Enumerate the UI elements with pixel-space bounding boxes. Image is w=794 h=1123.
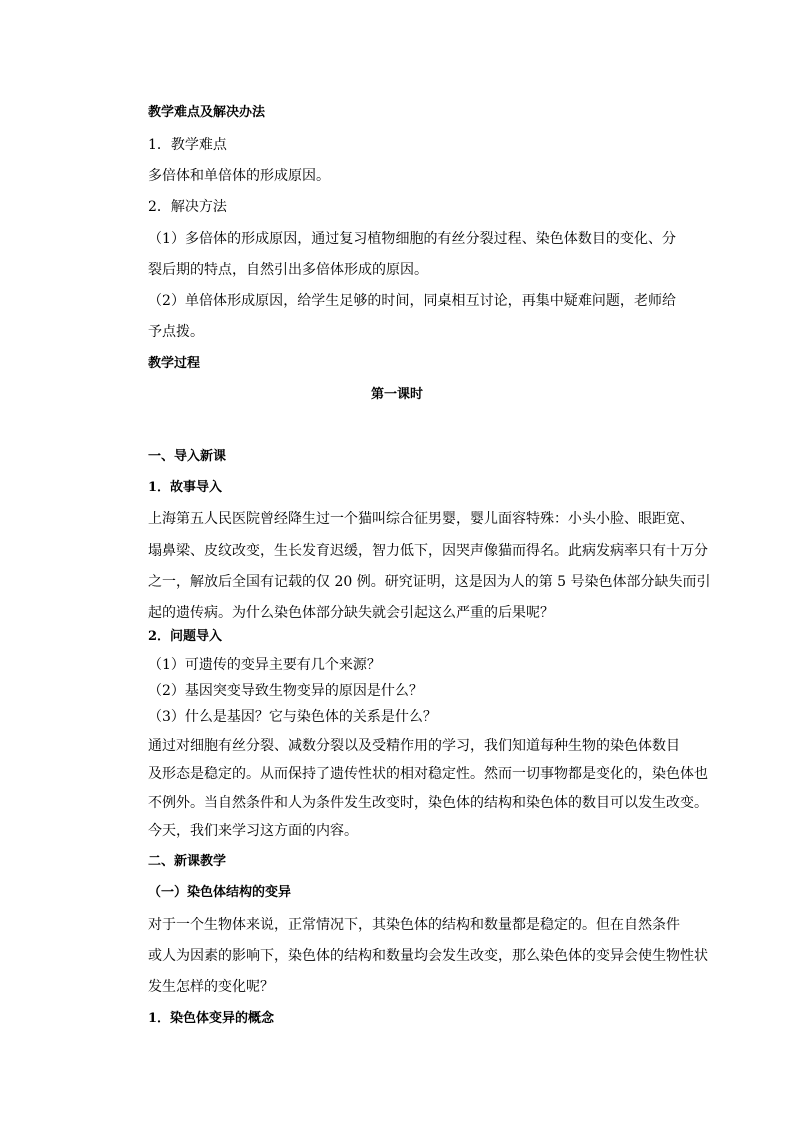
paragraph-text: 上海第五人民医院曾经降生过一个猫叫综合征男婴，婴儿面容特殊：小头小脸、眼距宽、: [148, 511, 694, 527]
paragraph-text: 通过对细胞有丝分裂、减数分裂以及受精作用的学习，我们知道每种生物的染色体数目: [148, 738, 680, 754]
paragraph-text: 及形态是稳定的。从而保持了遗传性状的相对稳定性。然而一切事物都是变化的，染色体也: [148, 766, 708, 782]
subheading-concept: 1．染色体变异的概念: [148, 1011, 275, 1026]
paragraph-text: （1）多倍体的形成原因，通过复习植物细胞的有丝分裂过程、染色体数目的变化、分: [148, 231, 676, 247]
paragraph-text: 之一，解放后全国有记载的仅 20 例。研究证明，这是因为人的第 5 号染色体部分缺失而引: [148, 574, 711, 590]
subheading-story: 1．故事导入: [148, 480, 223, 495]
paragraph-text: 对于一个生物体来说，正常情况下，其染色体的结构和数量都是稳定的。但在自然条件: [148, 917, 680, 933]
paragraph-text: 多倍体和单倍体的形成原因。: [148, 168, 330, 184]
paragraph-text: 裂后期的特点，自然引出多倍体形成的原因。: [148, 262, 428, 278]
question-item: （1）可遗传的变异主要有几个来源？: [148, 657, 381, 673]
paragraph-text: 塌鼻梁、皮纹改变，生长发育迟缓，智力低下，因哭声像猫而得名。此病发病率只有十万分: [148, 543, 708, 559]
section-title: 第一课时: [370, 387, 423, 402]
paragraph-text: 发生怎样的变化呢？: [148, 979, 274, 995]
heading-new-lesson: 二、新课教学: [148, 854, 227, 869]
paragraph-text: 不例外。当自然条件和人为条件发生改变时，染色体的结构和染色体的数目可以发生改变。: [148, 795, 708, 811]
paragraph-text: 起的遗传病。为什么染色体部分缺失就会引起这么严重的后果呢？: [148, 605, 554, 621]
heading-process: 教学过程: [148, 356, 201, 371]
subheading-question: 2．问题导入: [148, 629, 223, 644]
subheading-difficulty: 1．教学难点: [148, 137, 227, 153]
heading-difficulties: 教学难点及解决办法: [148, 105, 266, 120]
paragraph-text: 予点拨。: [148, 324, 204, 340]
heading-intro: 一、导入新课: [148, 449, 227, 464]
paragraph-text: 或人为因素的影响下，染色体的结构和数量均会发生改变，那么染色体的变异会使生物性状: [148, 948, 708, 964]
subheading-solution: 2．解决方法: [148, 199, 227, 215]
question-item: （2）基因突变导致生物变异的原因是什么？: [148, 683, 423, 699]
paragraph-text: （2）单倍体形成原因，给学生足够的时间，同桌相互讨论，再集中疑难问题，老师给: [148, 293, 676, 309]
subheading-structure: （一）染色体结构的变异: [148, 885, 292, 900]
paragraph-text: 今天，我们来学习这方面的内容。: [148, 823, 358, 839]
question-item: （3）什么是基因？它与染色体的关系是什么？: [148, 709, 437, 725]
